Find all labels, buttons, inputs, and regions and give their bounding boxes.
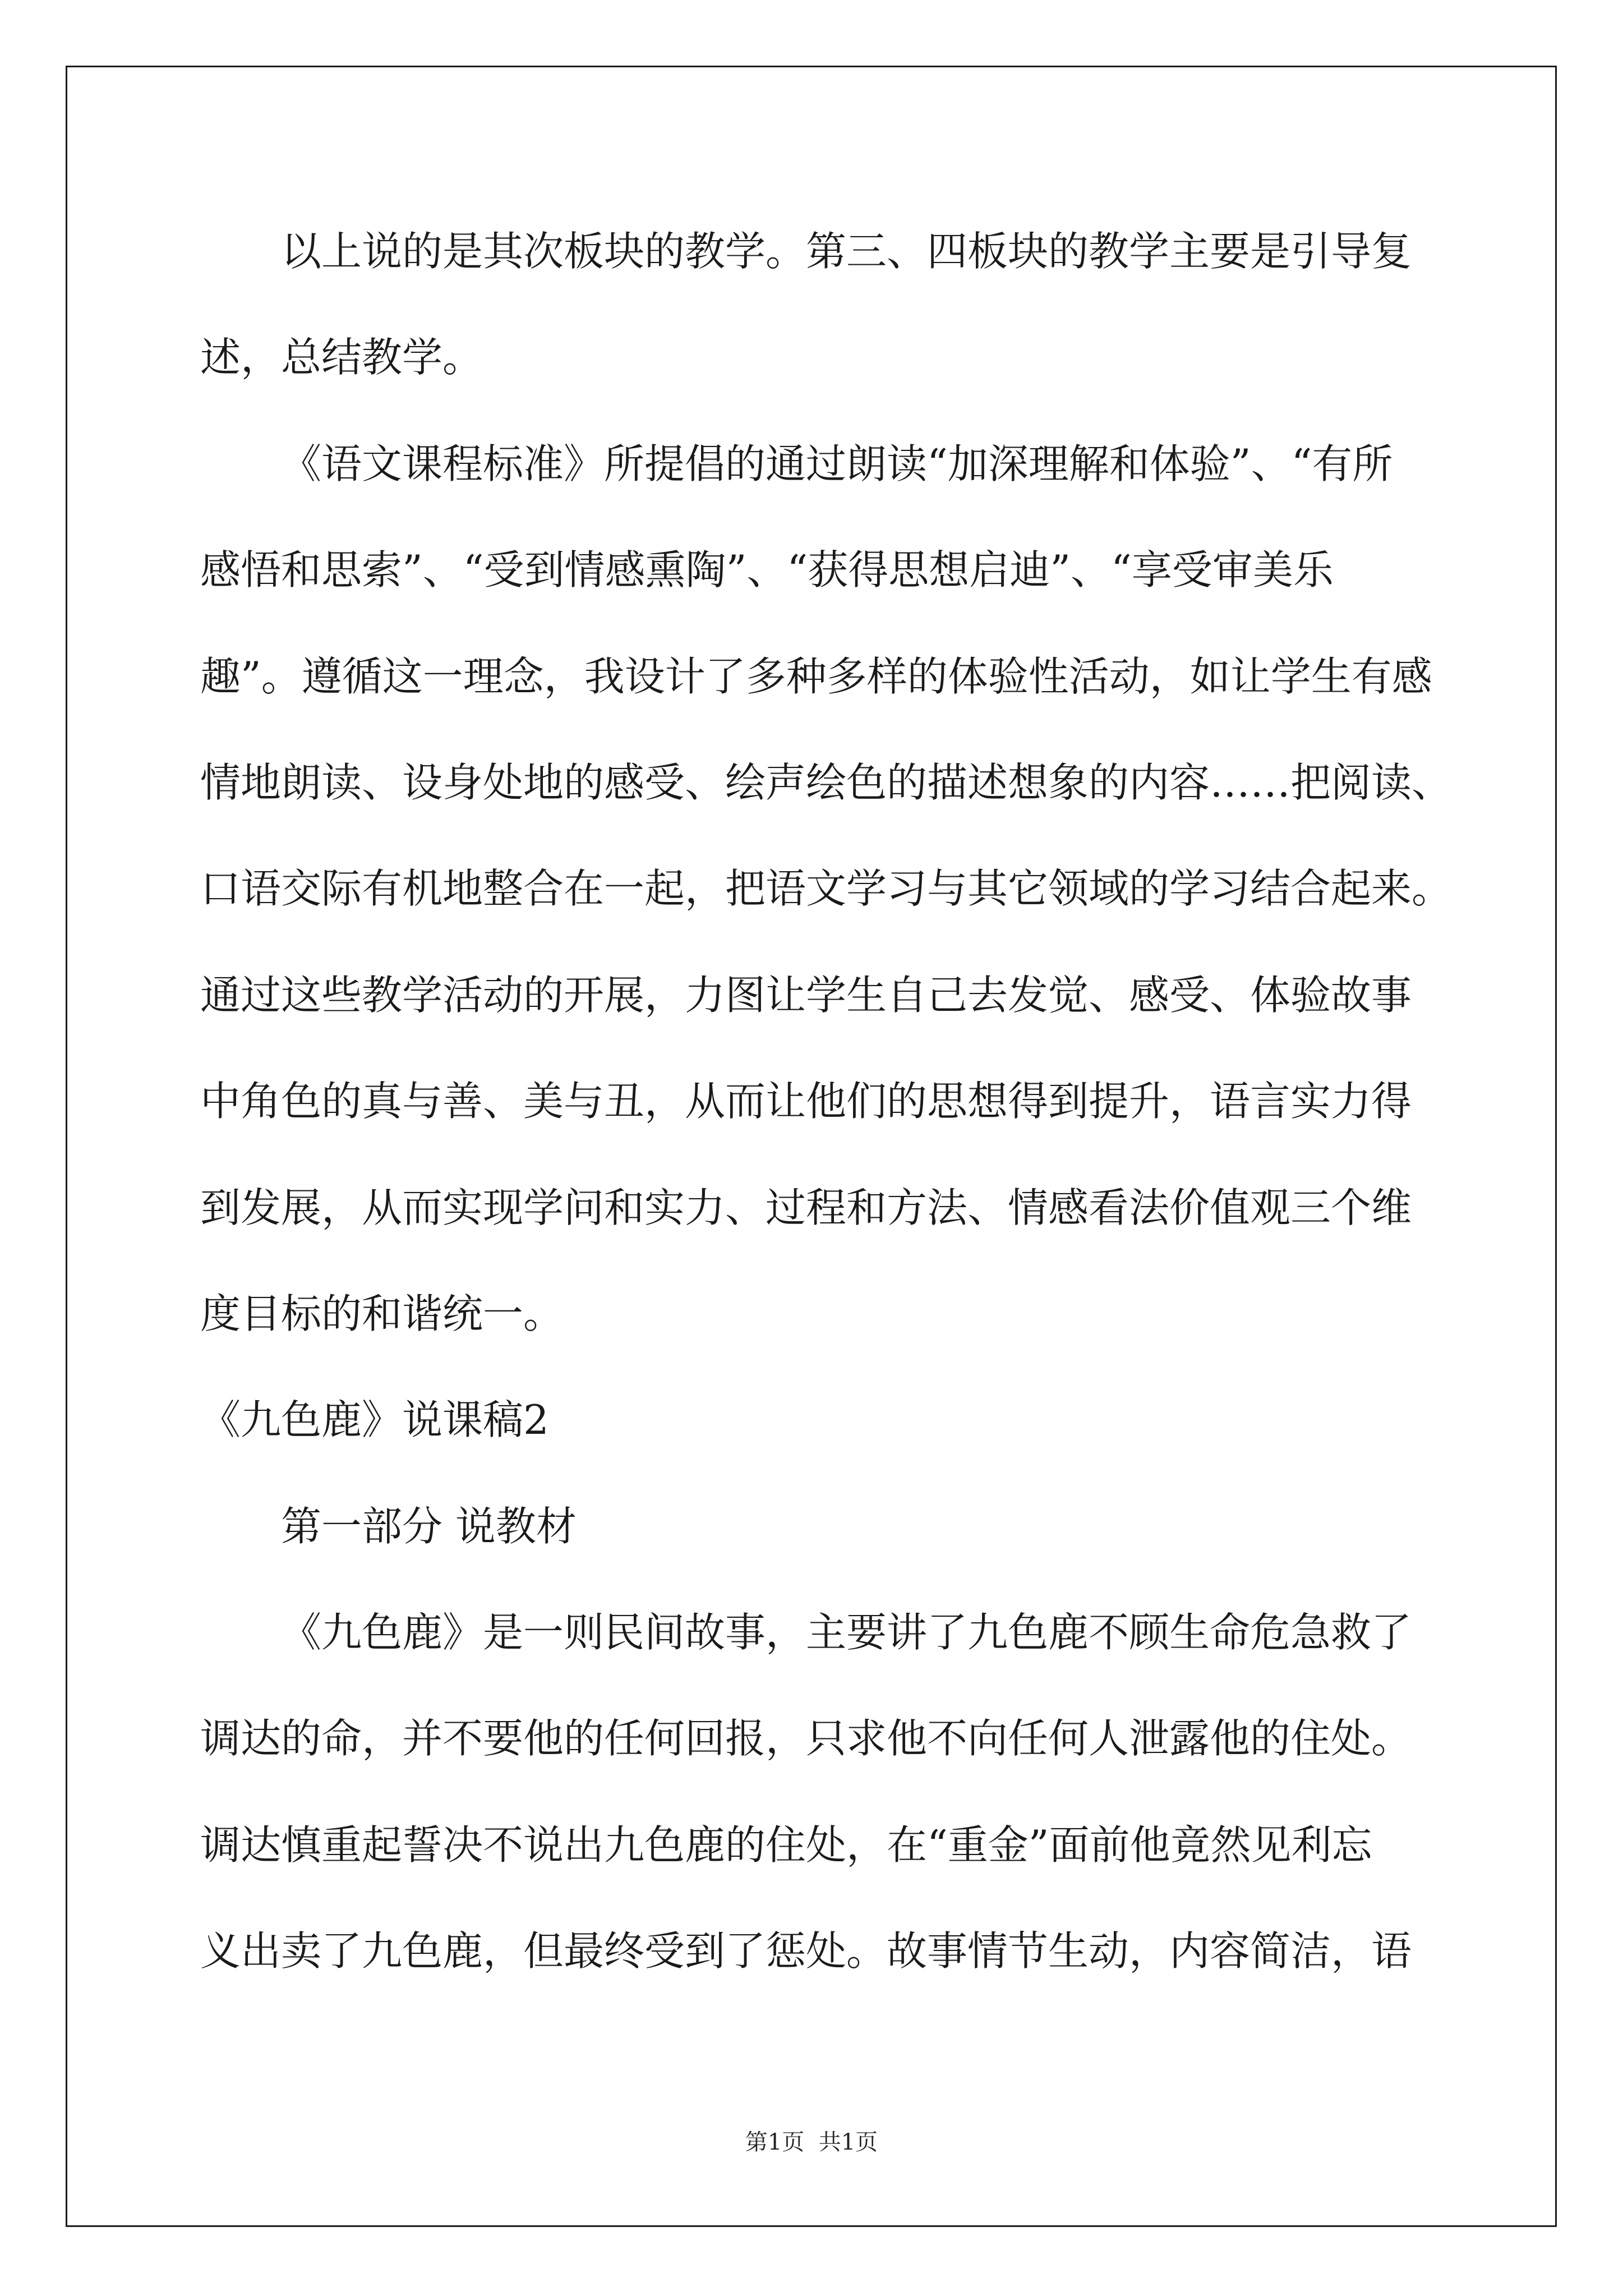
- document-body: [200, 199, 1524, 2005]
- text-line: 中角色的真与善、美与丑，从而让他们的思想得到提升，语言实力得: [200, 1078, 1412, 1125]
- part-heading: 第一部分 说教材: [281, 1502, 577, 1550]
- text-line: 到发展，从而实现学问和实力、过程和方法、情感看法价值观三个维: [200, 1184, 1412, 1231]
- text-line: 《语文课程标准》所提倡的通过朗读“加深理解和体验”、“有所: [281, 440, 1393, 487]
- paragraph: [200, 199, 1524, 411]
- text-line: 口语交际有机地整合在一起，把语文学习与其它领域的学习结合起来。: [200, 865, 1453, 913]
- paragraph: [200, 411, 1524, 1368]
- text-line: 《九色鹿》是一则民间故事，主要讲了九色鹿不顾生命危急救了: [281, 1609, 1412, 1657]
- text-line: 调达的命，并不要他的任何回报，只求他不向任何人泄露他的住处。: [200, 1715, 1412, 1763]
- text-line: 度目标的和谐统一。: [200, 1290, 564, 1337]
- text-line: 以上说的是其次板块的教学。第三、四板块的教学主要是引导复: [281, 228, 1412, 275]
- text-line: 调达慎重起誓决不说出九色鹿的住处，在“重金”面前他竟然见利忘: [200, 1821, 1372, 1869]
- text-line: 感悟和思索”、“受到情感熏陶”、“获得思想启迪”、“享受审美乐: [200, 546, 1334, 594]
- text-line: 情地朗读、设身处地的感受、绘声绘色的描述想象的内容……把阅读、: [200, 758, 1453, 806]
- text-line: 通过这些教学活动的开展，力图让学生自己去发觉、感受、体验故事: [200, 971, 1412, 1019]
- text-line: 述，总结教学。: [200, 334, 483, 381]
- paragraph: [200, 1580, 1524, 2005]
- section-title: 《九色鹿》说课稿2: [200, 1396, 549, 1444]
- text-line: 趣”。遵循这一理念，我设计了多种多样的体验性活动，如让学生有感: [200, 652, 1432, 700]
- text-line: 义出卖了九色鹿，但最终受到了惩处。故事情节生动，内容简洁，语: [200, 1927, 1412, 1975]
- page-footer: 第1页 共1页: [745, 2129, 878, 2155]
